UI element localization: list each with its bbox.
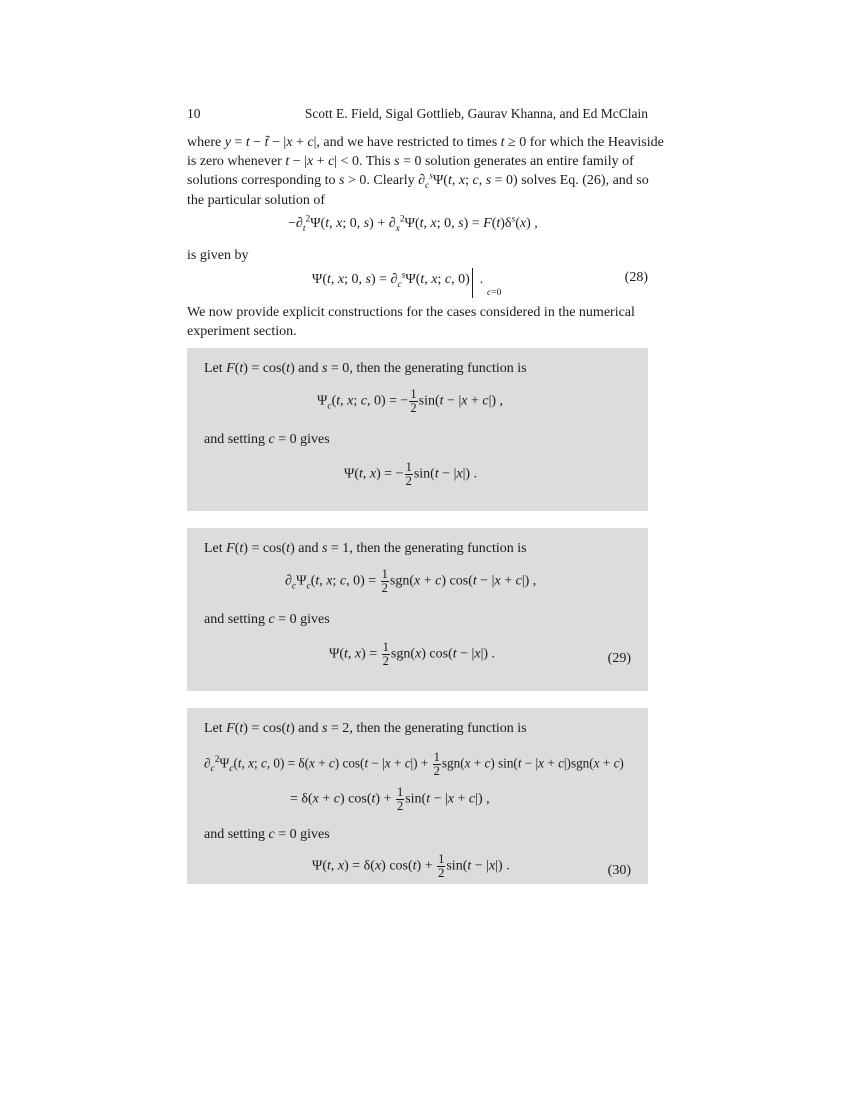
author-list: Scott E. Field, Sigal Gottlieb, Gaurav Khanna, and Ed McClain — [304, 106, 648, 121]
example-box-s1 — [187, 528, 648, 691]
pde-equation: $-\partial_t^2\Psi(t$, x; 0, $s) + \partial_x^2\Psi(t$, x; 0, $s) = F(t)\delta^s(x)$ , — [288, 214, 538, 234]
equation-28-number: (28) — [624, 270, 648, 285]
example-box-s0 — [187, 348, 648, 511]
box3-generating-function-line-2: = δ(x + c) cos(t) + $\frac{1}{2}$ sin(t − |x + c|) , — [290, 785, 490, 813]
box1-generating-function: $\Psi_c(t$, x; c, 0) = − $\frac{1}{2}$ sin(t − |x + c|) , — [317, 387, 504, 415]
intro-line-3: solutions corresponding to s > 0. Clearly $\partial_c^s\Psi(t$, x; c, s = 0) solves Eq. (26), and so — [187, 171, 649, 192]
constructions-paragraph — [187, 303, 648, 341]
evaluation-subscript: c=0 — [487, 288, 502, 298]
example-box-s2 — [187, 708, 648, 884]
intro-line-4: the particular solution of — [187, 192, 326, 208]
box2-intro: Let F(t) = cos(t) and s = 1, then the generating function is — [204, 541, 527, 556]
box1-intro: Let F(t) = cos(t) and s = 0, then the generating function is — [204, 361, 527, 376]
equation-28: Ψ(t, x; 0, $s) = \partial_c^s\Psi(t$, x; c, 0) . — [312, 268, 483, 298]
equation-29-number: (29) — [607, 651, 631, 666]
page-number: 10 — [187, 106, 201, 121]
given-by-text: is given by — [187, 248, 249, 263]
box2-generating-function: $\partial_c\Psi_c(t$, x; c, 0) = $\frac{1}{2}$ sgn(x + c) cos(t − |x + c|) , — [285, 567, 537, 595]
box1-setting-text: and setting c = 0 gives — [204, 432, 330, 447]
constructions-line-2: experiment section. — [187, 324, 297, 340]
box3-solution: Ψ(t, x) = δ(x) cos(t) + $\frac{1}{2}$ sin(t − |x|) . — [312, 852, 510, 880]
box2-setting-text: and setting c = 0 gives — [204, 612, 330, 627]
intro-line-1: where y = t − t̃ − |x + c|, and we have restricted to times t ≥ 0 for which the Heaviside — [187, 135, 664, 150]
box3-generating-function-line-1: $\partial_c^2\Psi_c(t$, x; c, 0) = δ(x + c) cos(t − |x + c|) + $\frac{1}{2}$ sgn(x + c) sin(t − |x + c|)sgn(x + c) — [204, 750, 624, 778]
constructions-line-1: We now provide explicit constructions for the cases considered in the numerical — [187, 305, 635, 320]
box3-setting-text: and setting c = 0 gives — [204, 827, 330, 842]
intro-paragraph — [187, 133, 664, 210]
box1-solution: Ψ(t, x) = − $\frac{1}{2}$ sin(t − |x|) . — [344, 460, 478, 488]
intro-line-2: is zero whenever t − |x + c| < 0. This s = 0 solution generates an entire family of — [187, 154, 634, 170]
box2-solution: Ψ(t, x) = $\frac{1}{2}$ sgn(x) cos(t − |x|) . — [329, 640, 496, 668]
equation-30-number: (30) — [607, 863, 631, 878]
box3-intro: Let F(t) = cos(t) and s = 2, then the generating function is — [204, 721, 527, 736]
